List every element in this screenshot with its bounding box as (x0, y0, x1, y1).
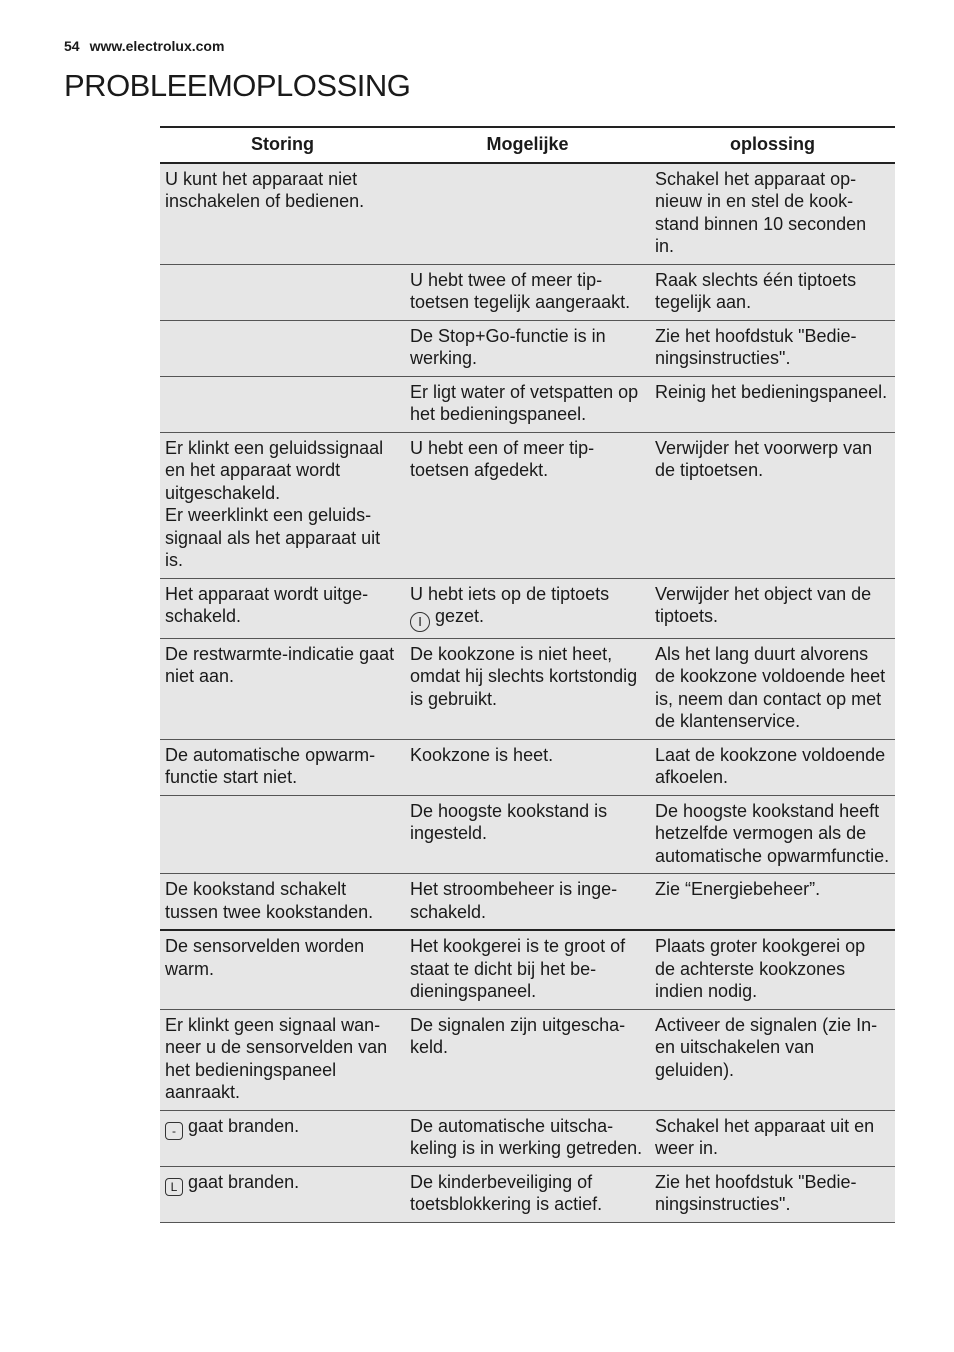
cell-storing: De automatische opwarmfunctie start niet. (160, 739, 405, 795)
page-number: 54 (64, 38, 80, 54)
cell-storing: Het apparaat wordt uitgeschakeld. (160, 578, 405, 638)
power-key-icon: I (410, 612, 430, 632)
column-header-mogelijke: Mogelijke (405, 127, 650, 163)
cell-oorzaak: De automatische uitschakeling is in werking getreden. (405, 1110, 650, 1166)
cell-oplossing: Zie het hoofdstuk "Bedieningsinstructies". (650, 320, 895, 376)
cell-oorzaak: U hebt een of meer tiptoetsen afgedekt. (405, 432, 650, 578)
page-header (64, 38, 224, 54)
cell-oorzaak-text: gezet. (435, 606, 485, 626)
table-row (160, 163, 895, 265)
cell-oplossing: Activeer de signalen (zie In- en uitschakelen van geluiden). (650, 1009, 895, 1110)
table-row (160, 874, 895, 931)
cell-oorzaak: U hebt twee of meer tiptoetsen tegelijk aangeraakt. (405, 264, 650, 320)
cell-oplossing: Schakel het apparaat opnieuw in en stel de kookstand binnen 10 seconden in. (650, 163, 895, 265)
cell-oorzaak: De kinderbeveiliging of toetsblokkering is actief. (405, 1166, 650, 1222)
table-row (160, 432, 895, 578)
cell-oorzaak: Het stroombeheer is ingeschakeld. (405, 874, 650, 931)
cell-storing-text: gaat branden. (188, 1115, 300, 1136)
cell-oorzaak: De signalen zijn uitgeschakeld. (405, 1009, 650, 1110)
cell-oorzaak: Kookzone is heet. (405, 739, 650, 795)
table-row (160, 1166, 895, 1222)
cell-storing: U kunt het apparaat niet inschakelen of bedienen. (160, 163, 405, 265)
cell-oplossing: Zie het hoofdstuk "Bedieningsinstructies". (650, 1166, 895, 1222)
cell-storing (160, 376, 405, 432)
cell-storing: De sensorvelden worden warm. (160, 930, 405, 1009)
cell-oplossing: Zie “Energiebeheer”. (650, 874, 895, 931)
table-row (160, 795, 895, 874)
table-header-row (160, 127, 895, 163)
cell-storing: De restwarmte-indicatie gaat niet aan. (160, 638, 405, 739)
column-header-storing: Storing (160, 127, 405, 163)
table-row (160, 638, 895, 739)
cell-storing (160, 264, 405, 320)
cell-storing-text: gaat branden. (188, 1171, 300, 1192)
page-title: PROBLEEMOPLOSSING (64, 68, 411, 103)
cell-oorzaak: De Stop+Go-functie is in werking. (405, 320, 650, 376)
cell-oorzaak: Er ligt water of vetspatten op het bedieningspaneel. (405, 376, 650, 432)
cell-oplossing: Verwijder het object van de tiptoets. (650, 578, 895, 638)
cell-oorzaak: De kookzone is niet heet, omdat hij slechts kortstondig is gebruikt. (405, 638, 650, 739)
cell-oplossing: Reinig het bedieningspaneel. (650, 376, 895, 432)
cell-oplossing: Raak slechts één tiptoets tegelijk aan. (650, 264, 895, 320)
cell-oorzaak: Het kookgerei is te groot of staat te dicht bij het bedieningspaneel. (405, 930, 650, 1009)
table-row (160, 930, 895, 1009)
cell-oplossing: Schakel het apparaat uit en weer in. (650, 1110, 895, 1166)
cell-oorzaak: De hoogste kookstand is ingesteld. (405, 795, 650, 874)
table-row (160, 1009, 895, 1110)
table-row (160, 739, 895, 795)
dash-display-icon: - (165, 1122, 183, 1140)
table-row (160, 1110, 895, 1166)
cell-oplossing: Plaats groter kookgerei op de achterste kookzones indien nodig. (650, 930, 895, 1009)
column-header-oplossing: oplossing (650, 127, 895, 163)
table-row (160, 376, 895, 432)
table-row (160, 264, 895, 320)
cell-oorzaak (405, 163, 650, 265)
cell-oorzaak (405, 578, 650, 638)
cell-storing (160, 1166, 405, 1222)
table-row (160, 578, 895, 638)
cell-oplossing: Als het lang duurt alvorens de kookzone voldoende heet is, neem dan contact op met de klantenservice. (650, 638, 895, 739)
cell-oplossing: Laat de kookzone voldoende afkoelen. (650, 739, 895, 795)
cell-storing: De kookstand schakelt tussen twee kookstanden. (160, 874, 405, 931)
troubleshooting-table (160, 126, 895, 1223)
table-row (160, 320, 895, 376)
cell-oorzaak-text: U hebt iets op de tiptoets (410, 583, 610, 604)
cell-oplossing: De hoogste kookstand heeft hetzelfde vermogen als de automatische opwarmfunctie. (650, 795, 895, 874)
cell-storing (160, 1110, 405, 1166)
lock-display-icon: L (165, 1178, 183, 1196)
cell-storing-line: Er weerklinkt een geluidssignaal als het apparaat uit is. (165, 505, 381, 570)
cell-storing (160, 795, 405, 874)
cell-storing (160, 320, 405, 376)
site-url: www.electrolux.com (89, 38, 225, 54)
cell-storing-line: Er klinkt een geluidssignaal en het apparaat wordt uitgeschakeld. (165, 437, 384, 503)
cell-oplossing: Verwijder het voorwerp van de tiptoetsen. (650, 432, 895, 578)
cell-storing: Er klinkt geen signaal wanneer u de sensorvelden van het bedieningspaneel aanraakt. (160, 1009, 405, 1110)
cell-storing (160, 432, 405, 578)
